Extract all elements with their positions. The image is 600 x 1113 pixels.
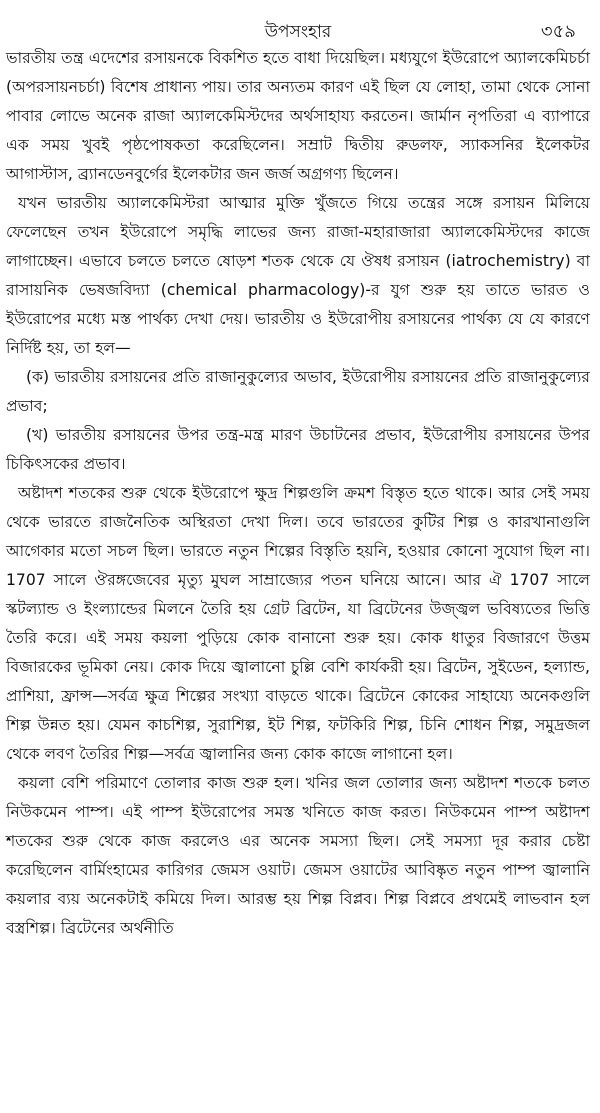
- page-header: [6, 0, 590, 44]
- list-item-ka: (ক) ভারতীয় রসায়নের প্রতি রাজানুকুল্যের অভাব, ইউরোপীয় রসায়নের প্রতি রাজানুকুল্যের প্রভাব;: [6, 368, 590, 415]
- paragraph-coal-pump: কয়লা বেশি পরিমাণে তোলার কাজ শুরু হল। খনির জল তোলার জন্য অষ্টাদশ শতকে চলত নিউকমেন পাম্প। এই পাম্প ইউরোপের সমস্ত খনিতে কাজ করত। নিউকমেন পাম্প অষ্টাদশ শতকের শুরু থেকে কাজ করলেও এর অনেক সমস্যা ছিল। সেই সমস্যা দূর করার চেষ্টা করেছিলেন বার্মিংহামের কারিগর জেমস ওয়াট। জেমস ওয়াটের আবিষ্কৃত নতুন পাম্প জ্বালানি কয়লার ব্যয় অনেকটাই কমিয়ে দিল। আরম্ভ হয় শিল্প বিপ্লব। শিল্প বিপ্লবে প্রথমেই লাভবান হল বস্ত্রশিল্প। ব্রিটেনের অর্থনীতি: [6, 774, 590, 937]
- body-text: [6, 44, 590, 943]
- page-number: ৩৫৯: [540, 21, 576, 42]
- paragraph-alchemists: যখন ভারতীয় অ্যালকেমিস্টরা আত্মার মুক্তি খুঁজতে গিয়ে তন্ত্রের সঙ্গে রসায়ন মিলিয়ে ফেলেছেন তখন ইউরোপে সমৃদ্ধি লাভের জন্য রাজা-মহারাজারা অ্যালকেমিস্টদের কাজে লাগাচ্ছেন। এভাবে চলতে চলতে ষোড়শ শতক থেকে যে ঔষধ রসায়ন (iatrochemistry) বা রাসায়নিক ভেষজবিদ্যা (chemical pharmacology)-র যুগ শুরু হয় তাতে ভারত ও ইউরোপের মধ্যে মস্ত পার্থক্য দেখা দেয়। ভারতীয় ও ইউরোপীয় রসায়নের পার্থক্য যে যে কারণে নির্দিষ্ট হয়, তা হল—: [6, 194, 590, 357]
- chapter-title: উপসংহার: [264, 22, 332, 42]
- paragraph-tantra: ভারতীয় তন্ত্র এদেশের রসায়নকে বিকশিত হতে বাধা দিয়েছিল। মধ্যযুগে ইউরোপে অ্যালকেমিচর্চা (অপরসায়নচর্চা) বিশেষ প্রাধান্য পায়। তার অন্যতম কারণ এই ছিল যে লোহা, তামা থেকে সোনা পাবার লোভে অনেক রাজা অ্যালকেমিস্টদের অর্থসাহায্য করতেন। জার্মান নৃপতিরা এ ব্যাপারে এক সময় খুবই পৃষ্ঠপোষকতা করেছিলেন। সম্রাট দ্বিতীয় রুডলফ, স্যাকসনির ইলেকটর আগাস্টাস, ব্র্যানডেনবুর্গের ইলেকটার জন জর্জ অগ্রগণ্য ছিলেন।: [6, 49, 590, 183]
- paragraph-industry: অষ্টাদশ শতকের শুরু থেকে ইউরোপে ক্ষুদ্র শিল্পগুলি ক্রমশ বিস্তৃত হতে থাকে। আর সেই সময় থেকে ভারতে রাজনৈতিক অস্থিরতা দেখা দিল। তবে ভারতের কুটির শিল্প ও কারখানাগুলি আগেকার মতো সচল ছিল। ভারতে নতুন শিল্পের বিস্তৃতি হয়নি, হওয়ার কোনো সুযোগ ছিল না। 1707 সালে ঔরঙ্গজেবের মৃত্যু মুঘল সাম্রাজ্যের পতন ঘনিয়ে আনে। আর ঐ 1707 সালে স্কটল্যান্ড ও ইংল্যান্ডের মিলনে তৈরি হয় গ্রেট ব্রিটেন, যা ব্রিটেনের উজ্জ্বল ভবিষ্যতের ভিত্তি তৈরি করে। এই সময় কয়লা পুড়িয়ে কোক বানানো শুরু হয়। কোক ধাতুর বিজারণে উত্তম বিজারকের ভূমিকা নেয়। কোক দিয়ে জ্বালানো চুল্লি বেশি কার্যকরী হয়। ব্রিটেন, সুইডেন, হল্যান্ড, প্রাশিয়া, ফ্রান্স—সর্বত্র ক্ষুত্র শিল্পের সংখ্যা বাড়তে থাকে। ব্রিটেনে কোকের সাহায্যে অনেকগুলি শিল্প উন্নত হয়। যেমন কাচশিল্প, সুরাশিল্প, ইট শিল্প, ফটকিরি শিল্প, চিনি শোধন শিল্প, সমুদ্রজল থেকে লবণ তৈরির শিল্প—সর্বত্র জ্বালানির জন্য কোক কাজে লাগানো হল।: [6, 484, 590, 763]
- list-item-kha: (খ) ভারতীয় রসায়নের উপর তন্ত্র-মন্ত্র মারণ উচাটনের প্রভাব, ইউরোপীয় রসায়নের উপর চিকিৎসকের প্রভাব।: [6, 426, 590, 473]
